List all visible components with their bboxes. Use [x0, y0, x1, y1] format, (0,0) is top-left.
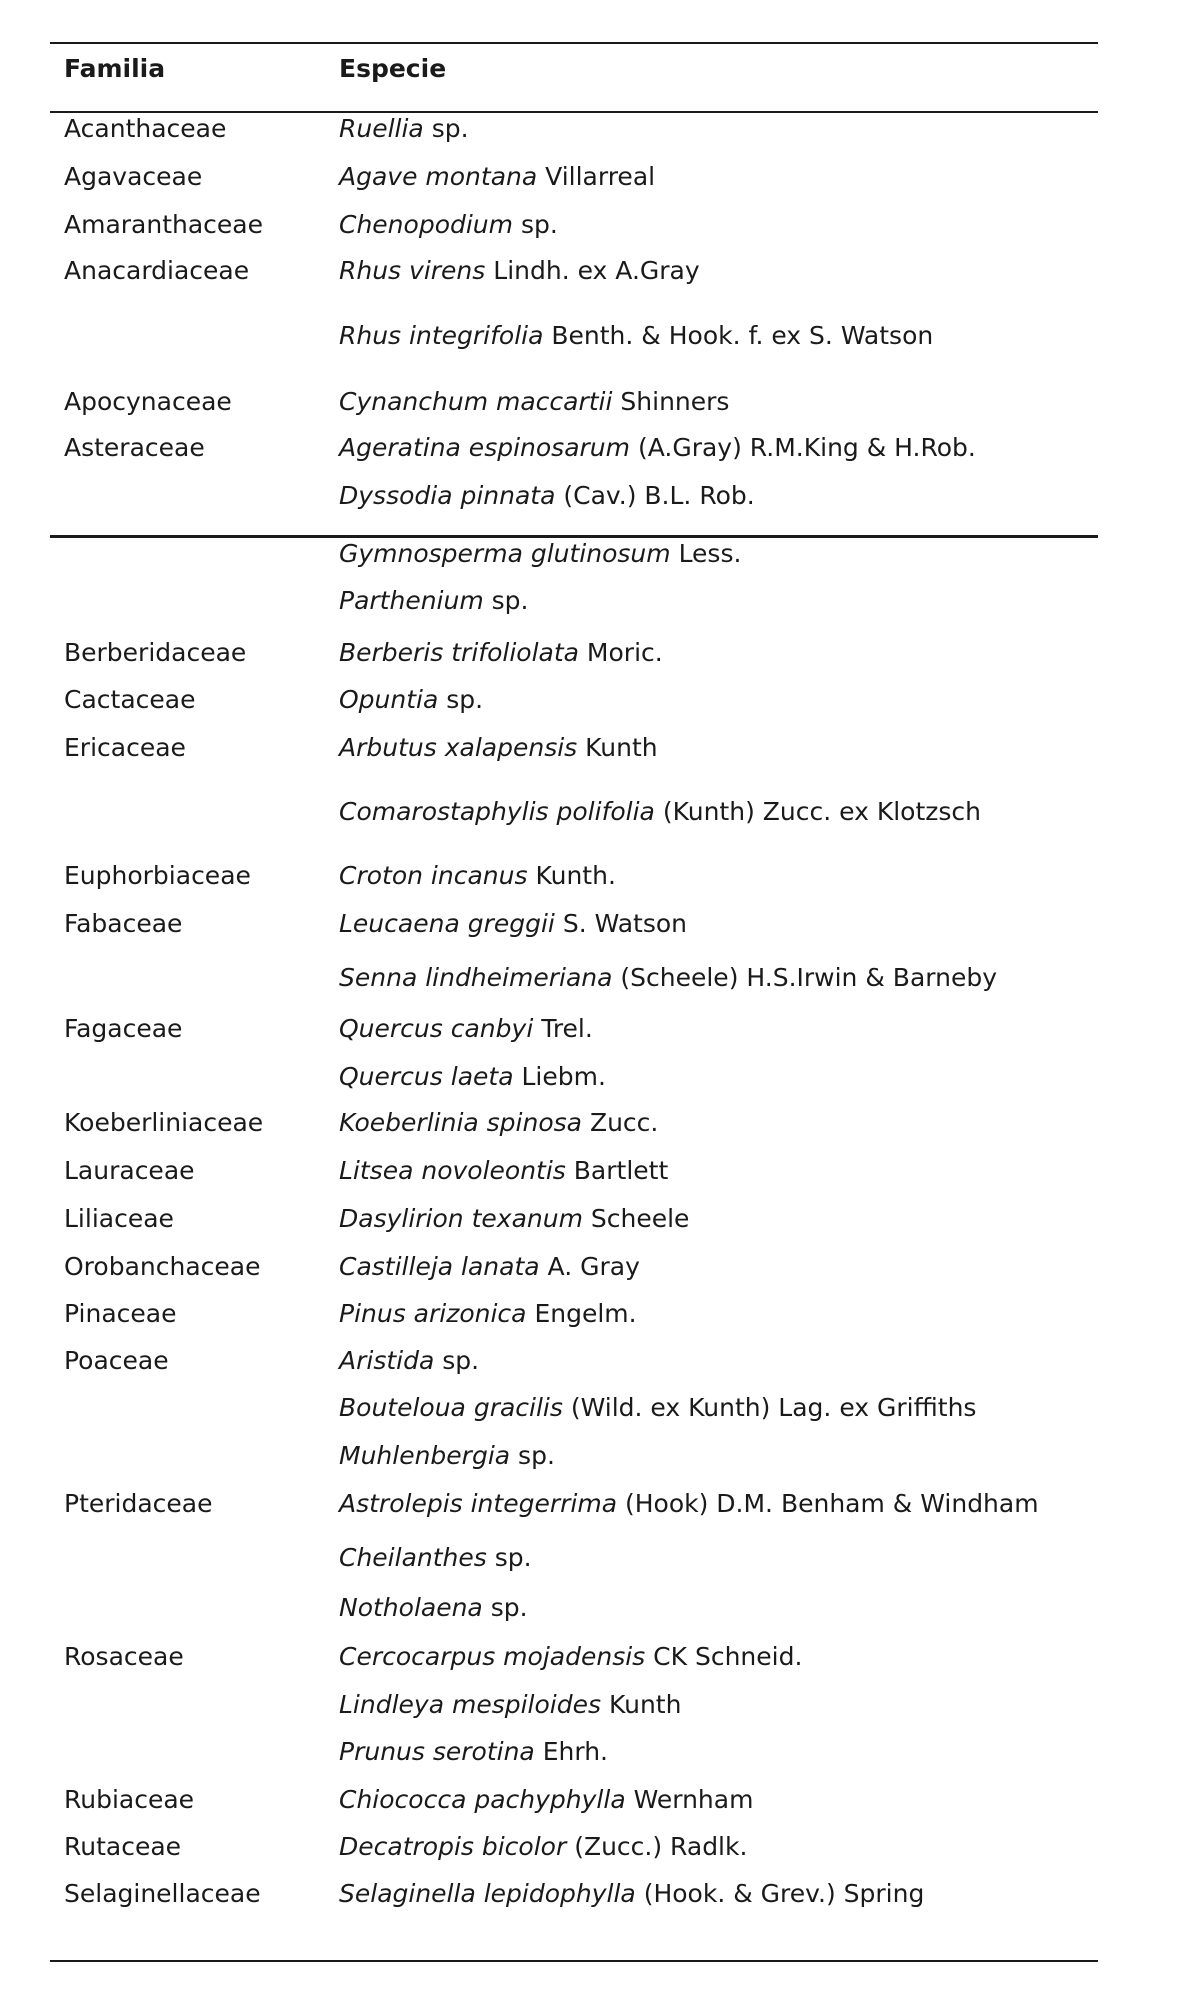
taxon-name: Cheilanthes — [339, 1543, 487, 1572]
taxon-author: Zucc. — [589, 1108, 659, 1137]
species-cell — [339, 1062, 606, 1092]
table-header-rule — [50, 111, 1098, 113]
species-cell — [339, 433, 976, 463]
species-cell — [339, 162, 655, 192]
family-cell: Agavaceae — [64, 162, 203, 191]
family-cell: Euphorbiaceae — [64, 861, 251, 890]
taxon-author: Shinners — [620, 387, 730, 416]
taxon-author: (Scheele) H.S.Irwin & Barneby — [620, 963, 997, 992]
family-cell: Pteridaceae — [64, 1489, 213, 1518]
taxon-name: Dasylirion texanum — [339, 1204, 583, 1233]
taxon-author: Ehrh. — [542, 1737, 608, 1766]
family-cell: Berberidaceae — [64, 638, 247, 667]
table-row — [0, 1489, 1181, 1519]
taxon-name: Gymnosperma glutinosum — [339, 539, 671, 568]
table-row — [0, 1204, 1181, 1234]
table-row — [0, 1737, 1181, 1767]
table-row — [0, 1062, 1181, 1092]
species-cell — [339, 861, 616, 891]
species-cell — [339, 1785, 753, 1815]
species-cell — [339, 1014, 593, 1044]
header-species: Especie — [339, 54, 447, 83]
taxon-author: Lindh. ex A.Gray — [493, 256, 700, 285]
taxon-name: Koeberlinia spinosa — [339, 1108, 582, 1137]
taxon-name: Rhus virens — [339, 256, 486, 285]
species-cell — [339, 1252, 640, 1282]
taxon-author: sp. — [431, 114, 469, 143]
taxon-name: Parthenium — [339, 586, 484, 615]
taxon-author: (Hook) D.M. Benham & Windham — [624, 1489, 1039, 1518]
taxon-name: Ruellia — [339, 114, 424, 143]
family-cell: Poaceae — [64, 1346, 169, 1375]
species-cell — [339, 256, 700, 286]
taxon-name: Lindleya mespiloides — [339, 1690, 602, 1719]
taxon-name: Castilleja lanata — [339, 1252, 540, 1281]
table-row — [0, 638, 1181, 668]
table-page-break-rule — [50, 535, 1098, 538]
taxon-name: Prunus serotina — [339, 1737, 535, 1766]
table-row — [0, 1393, 1181, 1423]
species-cell — [339, 797, 981, 827]
table-row — [0, 1346, 1181, 1376]
table-row — [0, 1108, 1181, 1138]
family-cell: Koeberliniaceae — [64, 1108, 264, 1137]
species-cell — [339, 1737, 608, 1767]
table-row — [0, 1879, 1181, 1909]
family-cell: Fagaceae — [64, 1014, 183, 1043]
table-row — [0, 539, 1181, 569]
table-row — [0, 861, 1181, 891]
family-cell: Pinaceae — [64, 1299, 177, 1328]
taxon-name: Agave montana — [339, 162, 538, 191]
family-cell: Lauraceae — [64, 1156, 195, 1185]
taxon-name: Quercus canbyi — [339, 1014, 534, 1043]
taxon-author: CK Schneid. — [653, 1642, 803, 1671]
species-cell — [339, 1108, 658, 1138]
table-row — [0, 1543, 1181, 1573]
taxon-author: (Cav.) B.L. Rob. — [563, 481, 755, 510]
species-cell — [339, 1156, 668, 1186]
taxon-author: Villarreal — [545, 162, 656, 191]
header-family: Familia — [64, 54, 166, 83]
taxon-name: Ageratina espinosarum — [339, 433, 630, 462]
taxon-author: Wernham — [633, 1785, 754, 1814]
taxon-author: (Zucc.) Radlk. — [574, 1832, 748, 1861]
table-row — [0, 1156, 1181, 1186]
taxon-name: Aristida — [339, 1346, 435, 1375]
family-cell: Rutaceae — [64, 1832, 182, 1861]
taxon-name: Dyssodia pinnata — [339, 481, 556, 510]
table-row — [0, 433, 1181, 463]
table-row — [0, 1785, 1181, 1815]
table-row — [0, 1832, 1181, 1862]
species-cell — [339, 539, 741, 569]
taxon-author: (Hook. & Grev.) Spring — [643, 1879, 925, 1908]
family-cell: Amaranthaceae — [64, 210, 264, 239]
species-cell — [339, 1543, 532, 1573]
species-cell — [339, 1489, 1039, 1519]
table-row — [0, 1690, 1181, 1720]
taxon-name: Arbutus xalapensis — [339, 733, 578, 762]
taxon-author: sp. — [442, 1346, 480, 1375]
table-top-rule — [50, 42, 1098, 44]
taxon-author: Less. — [678, 539, 742, 568]
family-cell: Rubiaceae — [64, 1785, 195, 1814]
taxon-author: Liebm. — [521, 1062, 606, 1091]
table-row — [0, 387, 1181, 417]
taxon-author: (Wild. ex Kunth) Lag. ex Griffiths — [570, 1393, 977, 1422]
family-cell: Cactaceae — [64, 685, 196, 714]
table-row — [0, 256, 1181, 286]
family-cell: Asteraceae — [64, 433, 205, 462]
table-row — [0, 162, 1181, 192]
taxon-name: Chenopodium — [339, 210, 513, 239]
taxon-author: sp. — [490, 1593, 528, 1622]
taxon-author: Kunth — [608, 1690, 682, 1719]
taxon-name: Notholaena — [339, 1593, 483, 1622]
table-row — [0, 114, 1181, 144]
table-row — [0, 1299, 1181, 1329]
table-row — [0, 1642, 1181, 1672]
taxon-author: Trel. — [541, 1014, 593, 1043]
taxon-name: Pinus arizonica — [339, 1299, 527, 1328]
species-cell — [339, 1690, 681, 1720]
family-cell: Liliaceae — [64, 1204, 174, 1233]
species-cell — [339, 909, 687, 939]
taxon-name: Bouteloua gracilis — [339, 1393, 563, 1422]
family-cell: Apocynaceae — [64, 387, 232, 416]
taxon-author: (Kunth) Zucc. ex Klotzsch — [662, 797, 981, 826]
taxon-author: sp. — [446, 685, 484, 714]
table-row — [0, 1441, 1181, 1471]
taxon-author: Bartlett — [573, 1156, 669, 1185]
taxon-name: Rhus integrifolia — [339, 321, 544, 350]
taxon-author: Scheele — [590, 1204, 690, 1233]
table-row — [0, 586, 1181, 616]
species-cell — [339, 638, 663, 668]
taxon-author: Kunth — [585, 733, 658, 762]
table-bottom-rule — [50, 1960, 1098, 1962]
species-cell — [339, 387, 729, 417]
taxon-name: Leucaena greggii — [339, 909, 555, 938]
taxon-name: Cynanchum maccartii — [339, 387, 613, 416]
species-cell — [339, 733, 658, 763]
table-row — [0, 1014, 1181, 1044]
taxon-name: Muhlenbergia — [339, 1441, 511, 1470]
species-cell — [339, 1441, 555, 1471]
taxon-name: Quercus laeta — [339, 1062, 514, 1091]
table-row — [0, 685, 1181, 715]
species-cell — [339, 963, 997, 993]
taxon-name: Comarostaphylis polifolia — [339, 797, 655, 826]
table-row — [0, 481, 1181, 511]
taxon-name: Astrolepis integerrima — [339, 1489, 618, 1518]
taxon-author: A. Gray — [547, 1252, 640, 1281]
species-cell — [339, 1593, 528, 1623]
taxon-author: Benth. & Hook. f. ex S. Watson — [551, 321, 934, 350]
species-cell — [339, 321, 933, 351]
table-row — [0, 733, 1181, 763]
table-header-row — [0, 54, 1181, 84]
taxon-name: Selaginella lepidophylla — [339, 1879, 636, 1908]
taxon-author: (A.Gray) R.M.King & H.Rob. — [637, 433, 976, 462]
family-cell: Orobanchaceae — [64, 1252, 261, 1281]
taxon-name: Senna lindheimeriana — [339, 963, 613, 992]
taxon-author: sp. — [518, 1441, 555, 1470]
table-row — [0, 210, 1181, 240]
species-cell — [339, 210, 558, 240]
species-cell — [339, 114, 469, 144]
species-cell — [339, 1346, 479, 1376]
family-cell: Selaginellaceae — [64, 1879, 261, 1908]
species-cell — [339, 685, 483, 715]
species-cell — [339, 1393, 976, 1423]
species-cell — [339, 481, 755, 511]
taxon-author: S. Watson — [562, 909, 687, 938]
taxon-name: Croton incanus — [339, 861, 528, 890]
taxon-author: sp. — [494, 1543, 532, 1572]
table-row — [0, 909, 1181, 939]
species-cell — [339, 1832, 747, 1862]
taxon-name: Litsea novoleontis — [339, 1156, 566, 1185]
species-cell — [339, 586, 529, 616]
family-cell: Rosaceae — [64, 1642, 184, 1671]
taxon-author: sp. — [520, 210, 558, 239]
table-row — [0, 963, 1181, 993]
species-cell — [339, 1879, 924, 1909]
taxon-name: Chiococca pachyphylla — [339, 1785, 626, 1814]
taxon-author: sp. — [491, 586, 529, 615]
taxon-author: Moric. — [586, 638, 663, 667]
table-row — [0, 1252, 1181, 1282]
taxon-author: Engelm. — [534, 1299, 637, 1328]
species-cell — [339, 1299, 637, 1329]
taxon-name: Berberis trifoliolata — [339, 638, 579, 667]
table-row — [0, 797, 1181, 827]
family-cell: Fabaceae — [64, 909, 183, 938]
taxon-author: Kunth. — [535, 861, 616, 890]
table-row — [0, 1593, 1181, 1623]
taxon-name: Cercocarpus mojadensis — [339, 1642, 646, 1671]
taxon-name: Decatropis bicolor — [339, 1832, 567, 1861]
species-cell — [339, 1204, 689, 1234]
family-cell: Ericaceae — [64, 733, 186, 762]
family-cell: Anacardiaceae — [64, 256, 250, 285]
taxon-name: Opuntia — [339, 685, 439, 714]
family-cell: Acanthaceae — [64, 114, 227, 143]
species-cell — [339, 1642, 802, 1672]
table-row — [0, 321, 1181, 351]
